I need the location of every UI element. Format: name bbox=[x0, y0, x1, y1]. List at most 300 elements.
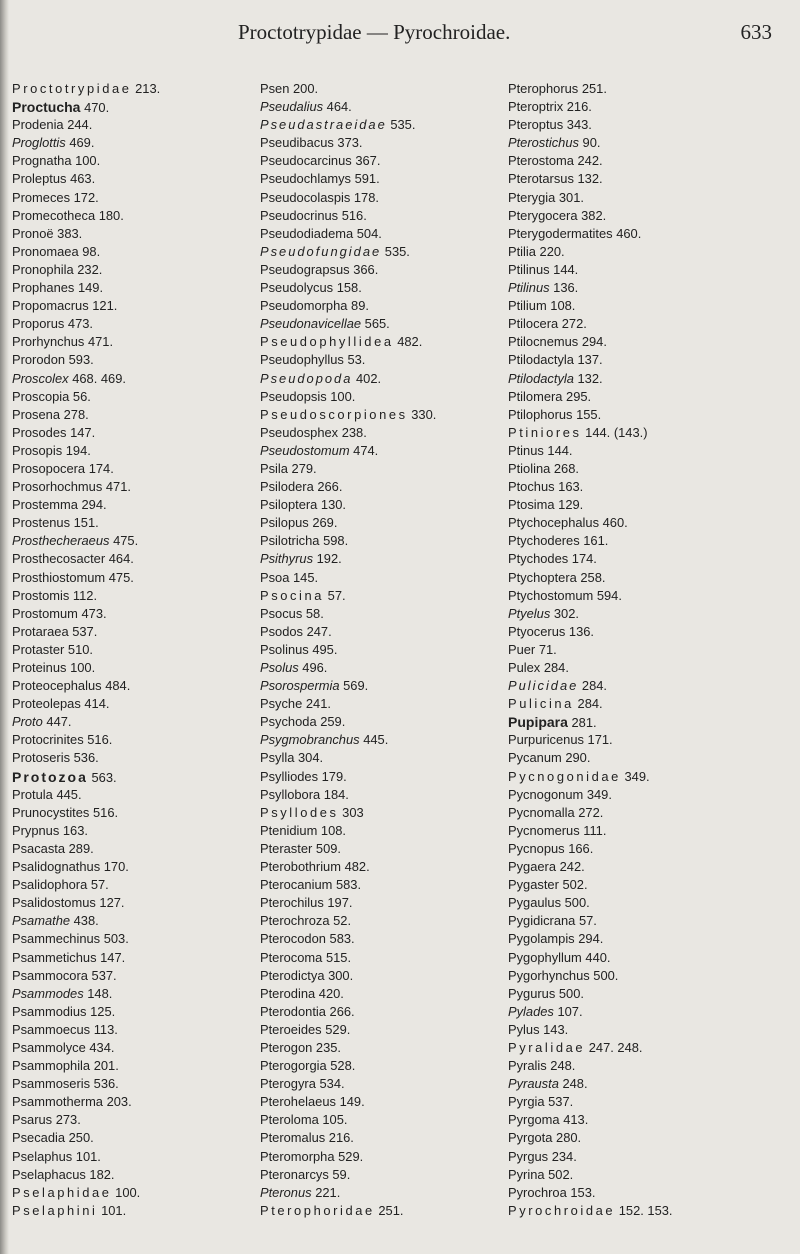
index-entry bbox=[260, 1039, 508, 1057]
index-entry bbox=[508, 388, 787, 406]
index-term: Pseudochlamys bbox=[260, 171, 351, 187]
index-page-ref: 565. bbox=[364, 316, 390, 332]
index-term: Pyrgia bbox=[508, 1094, 545, 1110]
index-page-ref: 473. bbox=[81, 605, 107, 621]
index-entry bbox=[260, 170, 508, 188]
index-page-ref: 178. bbox=[353, 189, 379, 205]
index-page-ref: 203. bbox=[106, 1094, 132, 1110]
index-term: Pteroptus bbox=[508, 117, 564, 133]
index-entry bbox=[12, 152, 260, 170]
index-page-ref: 268. bbox=[553, 460, 579, 476]
index-page-ref: 180. bbox=[98, 207, 124, 223]
index-page-ref: 163. bbox=[558, 479, 584, 495]
index-page-ref: 383. bbox=[57, 225, 83, 241]
index-term: Pterohelaeus bbox=[260, 1094, 336, 1110]
index-page-ref: 101. bbox=[101, 1202, 127, 1218]
index-term: Prorhynchus bbox=[12, 334, 85, 350]
index-entry bbox=[508, 1021, 787, 1039]
index-page-ref: 216. bbox=[566, 99, 592, 115]
index-entry bbox=[260, 370, 508, 388]
index-entry bbox=[260, 315, 508, 333]
index-entry bbox=[508, 731, 787, 749]
index-entry bbox=[12, 659, 260, 677]
index-page-ref: 145. bbox=[292, 569, 319, 585]
index-page-ref: 216. bbox=[328, 1130, 354, 1146]
index-page-ref: 535. bbox=[390, 117, 416, 133]
index-term: Pseudoscorpiones bbox=[260, 406, 408, 422]
index-page-ref: 170. bbox=[103, 859, 129, 875]
index-term: Promecotheca bbox=[12, 207, 96, 223]
index-page-ref: 402. bbox=[356, 370, 382, 386]
index-page-ref: 100. bbox=[75, 153, 101, 169]
index-page-ref: 258. bbox=[580, 569, 606, 585]
index-entry bbox=[508, 1039, 787, 1057]
index-page-ref: 284. bbox=[543, 660, 569, 675]
index-entry bbox=[12, 388, 260, 406]
index-term: Proscopia bbox=[12, 388, 70, 404]
index-page-ref: 413. bbox=[563, 1112, 589, 1128]
index-entry bbox=[508, 116, 787, 134]
index-term: Psyllobora bbox=[260, 786, 321, 802]
index-term: Psammetichus bbox=[12, 949, 97, 965]
index-term: Pseudophyllus bbox=[260, 352, 344, 368]
index-entry bbox=[260, 623, 508, 641]
index-page-ref: 303 bbox=[342, 804, 364, 820]
index-entry bbox=[12, 786, 260, 804]
index-entry bbox=[508, 207, 787, 225]
index-term: Psyllodes bbox=[260, 804, 339, 820]
index-entry bbox=[12, 297, 260, 315]
index-term: Pselaphus bbox=[12, 1148, 73, 1164]
index-page-ref: 112. bbox=[72, 587, 98, 603]
index-page-ref: 101. bbox=[75, 1148, 101, 1164]
index-page-ref: 108. bbox=[550, 298, 576, 314]
index-entry bbox=[12, 333, 260, 351]
index-page-ref: 284. bbox=[577, 696, 603, 712]
index-entry bbox=[12, 1148, 260, 1166]
index-term: Psammechinus bbox=[12, 931, 101, 947]
index-entry bbox=[12, 1075, 260, 1093]
index-term: Proleptus bbox=[12, 171, 67, 187]
index-term: Pterophoridae bbox=[260, 1202, 375, 1218]
index-page-ref: 105. bbox=[322, 1112, 348, 1128]
index-term: Pterophorus bbox=[508, 81, 579, 96]
index-entry bbox=[508, 1166, 787, 1184]
index-entry bbox=[12, 370, 260, 388]
index-page-ref: 166. bbox=[568, 840, 594, 856]
index-entry bbox=[12, 985, 260, 1003]
index-entry bbox=[12, 424, 260, 442]
index-page-ref: 200. bbox=[292, 81, 319, 96]
index-term: Pulicidae bbox=[508, 678, 579, 694]
index-entry bbox=[508, 949, 787, 967]
index-entry bbox=[260, 1148, 508, 1166]
index-term: Pselaphidae bbox=[12, 1184, 112, 1200]
index-term: Proporus bbox=[12, 316, 65, 332]
index-term: Ptiolina bbox=[508, 460, 551, 476]
index-entry bbox=[508, 333, 787, 351]
index-page-ref: 500. bbox=[593, 967, 619, 983]
index-page-ref: 266. bbox=[317, 479, 343, 495]
index-term: Ptyocerus bbox=[508, 623, 566, 639]
index-page-ref: 220. bbox=[539, 243, 565, 259]
index-page-ref: 484. bbox=[105, 678, 131, 694]
index-entry bbox=[508, 967, 787, 985]
index-entry bbox=[508, 514, 787, 532]
index-page-ref: 569. bbox=[343, 678, 369, 694]
index-term: Ptilodactyla bbox=[508, 352, 574, 368]
index-term: Pterodina bbox=[260, 985, 316, 1001]
index-term: Prosthiostomum bbox=[12, 569, 106, 585]
index-term: Psilodera bbox=[260, 479, 314, 495]
index-entry bbox=[260, 876, 508, 894]
index-page-ref: 464. bbox=[326, 99, 352, 115]
index-page-ref: 242. bbox=[559, 859, 585, 875]
page-header bbox=[238, 20, 772, 50]
index-page-ref: 281. bbox=[571, 715, 597, 731]
index-page-ref: 174. bbox=[88, 460, 114, 476]
index-term: Pycnomerus bbox=[508, 822, 580, 838]
index-page-ref: 469. bbox=[69, 135, 95, 151]
index-term: Ptilocnemus bbox=[508, 334, 579, 350]
index-page-ref: 447. bbox=[46, 714, 72, 730]
index-term: Pterogon bbox=[260, 1039, 313, 1055]
index-page-ref: 201. bbox=[93, 1058, 119, 1074]
index-page-ref: 144. bbox=[547, 442, 573, 458]
index-term: Proglottis bbox=[12, 135, 66, 151]
index-entry bbox=[12, 731, 260, 749]
index-page-ref: 330. bbox=[411, 406, 437, 422]
index-term: Prostemma bbox=[12, 497, 78, 513]
index-term: Pseudopoda bbox=[260, 370, 353, 386]
index-page-ref: 583. bbox=[335, 877, 362, 893]
index-term: Pseudopsis bbox=[260, 388, 327, 404]
index-term: Pseudocolaspis bbox=[260, 189, 351, 205]
index-entry bbox=[260, 261, 508, 279]
index-page-ref: 272. bbox=[578, 804, 604, 820]
index-page-ref: 509. bbox=[315, 840, 341, 856]
index-term: Ptychoptera bbox=[508, 569, 577, 585]
index-page-ref: 495. bbox=[312, 641, 338, 657]
index-entry bbox=[12, 550, 260, 568]
index-entry bbox=[12, 768, 260, 786]
index-term: Prostomis bbox=[12, 587, 70, 603]
index-term: Psocus bbox=[260, 605, 303, 621]
index-term: Pterostichus bbox=[508, 135, 579, 151]
index-page-ref: 269. bbox=[312, 515, 338, 531]
index-entry bbox=[12, 605, 260, 623]
index-page-ref: 184. bbox=[323, 786, 349, 802]
index-page-ref: 148. bbox=[87, 985, 113, 1001]
index-term: Pterodictya bbox=[260, 967, 325, 983]
index-page-ref: 529. bbox=[325, 1021, 351, 1037]
index-term: Purpuricenus bbox=[508, 732, 584, 748]
index-page-ref: 473. bbox=[67, 316, 93, 332]
index-page-ref: 113. bbox=[93, 1021, 118, 1037]
index-page-ref: 251. bbox=[581, 81, 607, 96]
index-term: Ptilinus bbox=[508, 280, 550, 296]
index-page-ref: 273. bbox=[55, 1112, 81, 1128]
index-term: Pygophyllum bbox=[508, 949, 582, 965]
index-entry bbox=[12, 351, 260, 369]
index-term: Pyralidae bbox=[508, 1039, 586, 1055]
index-entry bbox=[260, 243, 508, 261]
index-entry bbox=[260, 949, 508, 967]
index-page-ref: 194. bbox=[65, 442, 91, 458]
index-page-ref: 248. bbox=[562, 1076, 588, 1092]
index-entry bbox=[12, 876, 260, 894]
index-term: Pseudophyllidea bbox=[260, 334, 394, 350]
index-term: Pygaera bbox=[508, 859, 557, 875]
index-page-ref: 232. bbox=[77, 261, 103, 277]
index-entry bbox=[260, 677, 508, 695]
index-term: Pygidicrana bbox=[508, 913, 576, 929]
index-entry bbox=[508, 152, 787, 170]
index-page-ref: 516. bbox=[87, 732, 113, 748]
index-term: Pterogyra bbox=[260, 1076, 316, 1092]
index-entry bbox=[260, 749, 508, 767]
index-page-ref: 132. bbox=[577, 171, 603, 187]
index-columns bbox=[12, 80, 787, 1220]
index-page-ref: 100. bbox=[70, 660, 96, 675]
index-term: Psyche bbox=[260, 696, 303, 712]
page-number: 633 bbox=[740, 20, 772, 44]
index-term: Pygorhynchus bbox=[508, 967, 590, 983]
index-entry bbox=[508, 1148, 787, 1166]
index-entry bbox=[508, 351, 787, 369]
index-term: Pseudolycus bbox=[260, 280, 334, 296]
index-page-ref: 366. bbox=[353, 261, 379, 277]
index-term: Pseudomorpha bbox=[260, 298, 348, 314]
index-term: Pterygocera bbox=[508, 207, 578, 223]
index-entry bbox=[260, 460, 508, 478]
index-entry bbox=[260, 569, 508, 587]
index-term: Pteromorpha bbox=[260, 1148, 335, 1164]
index-page-ref: 149. bbox=[339, 1094, 365, 1110]
index-entry bbox=[508, 297, 787, 315]
index-entry bbox=[12, 1166, 260, 1184]
index-term: Pupipara bbox=[508, 714, 568, 731]
index-page-ref: 598. bbox=[323, 533, 349, 549]
index-page-ref: 373. bbox=[337, 135, 363, 151]
index-entry bbox=[12, 858, 260, 876]
index-term: Psen bbox=[260, 81, 290, 96]
index-entry bbox=[508, 1202, 787, 1220]
running-title: Proctotrypidae — Pyrochroidae. bbox=[238, 20, 511, 44]
index-term: Prosena bbox=[12, 406, 61, 422]
index-page-ref: 563. bbox=[91, 769, 117, 785]
index-entry bbox=[508, 1075, 787, 1093]
index-term: Prosopocera bbox=[12, 460, 86, 476]
index-entry bbox=[12, 967, 260, 985]
index-entry bbox=[12, 1003, 260, 1021]
index-entry bbox=[508, 569, 787, 587]
index-term: Prognatha bbox=[12, 153, 72, 169]
index-entry bbox=[508, 134, 787, 152]
index-term: Pterygodermatites bbox=[508, 225, 613, 241]
scan-left-edge-shadow bbox=[0, 0, 9, 1254]
index-page-ref: 594. bbox=[596, 587, 622, 603]
index-term: Psacasta bbox=[12, 840, 66, 856]
index-page-ref: 534. bbox=[319, 1076, 345, 1092]
index-entry bbox=[260, 912, 508, 930]
index-entry bbox=[260, 659, 508, 677]
index-term: Pronophila bbox=[12, 261, 74, 277]
index-page-ref: 136. bbox=[568, 623, 595, 639]
index-term: Prunocystites bbox=[12, 804, 90, 820]
index-page-ref: 272. bbox=[561, 316, 587, 332]
index-term: Protaster bbox=[12, 641, 65, 657]
index-entry bbox=[508, 460, 787, 478]
index-page-ref: 242. bbox=[577, 153, 603, 169]
index-entry bbox=[260, 80, 508, 98]
index-entry bbox=[260, 695, 508, 713]
index-entry bbox=[508, 189, 787, 207]
index-entry bbox=[12, 243, 260, 261]
index-page-ref: 536. bbox=[73, 750, 99, 766]
index-entry bbox=[12, 116, 260, 134]
index-term: Psolinus bbox=[260, 641, 309, 657]
index-entry bbox=[12, 713, 260, 731]
index-page-ref: 213. bbox=[135, 81, 161, 96]
index-column-1 bbox=[12, 80, 260, 1220]
index-page-ref: 132. bbox=[577, 370, 603, 386]
index-term: Pyralis bbox=[508, 1058, 547, 1074]
index-entry bbox=[260, 550, 508, 568]
index-entry bbox=[12, 804, 260, 822]
index-entry bbox=[508, 170, 787, 188]
index-term: Pteroloma bbox=[260, 1112, 319, 1128]
index-entry bbox=[508, 406, 787, 424]
index-entry bbox=[12, 261, 260, 279]
index-page-ref: 248. bbox=[550, 1058, 576, 1074]
index-entry bbox=[508, 1184, 787, 1202]
index-entry bbox=[12, 478, 260, 496]
index-page-ref: 192. bbox=[316, 551, 342, 567]
index-entry bbox=[508, 623, 787, 641]
index-term: Ptosima bbox=[508, 497, 555, 513]
index-entry bbox=[12, 677, 260, 695]
index-page-ref: 445. bbox=[56, 786, 82, 802]
index-entry bbox=[12, 460, 260, 478]
index-entry bbox=[12, 225, 260, 243]
index-entry bbox=[260, 1111, 508, 1129]
index-term: Prostomum bbox=[12, 605, 78, 621]
index-term: Psecadia bbox=[12, 1130, 66, 1146]
index-entry bbox=[12, 1184, 260, 1202]
index-term: Psila bbox=[260, 460, 288, 476]
index-entry bbox=[260, 822, 508, 840]
index-page-ref: 174. bbox=[571, 551, 597, 567]
index-term: Psylla bbox=[260, 750, 295, 766]
index-page-ref: 515. bbox=[325, 949, 352, 965]
index-page-ref: 295. bbox=[566, 388, 592, 404]
index-entry bbox=[508, 279, 787, 297]
index-entry bbox=[260, 731, 508, 749]
index-term: Pycnomalla bbox=[508, 804, 575, 820]
index-entry bbox=[260, 768, 508, 786]
index-term: Promeces bbox=[12, 189, 71, 205]
index-page-ref: 516. bbox=[92, 804, 119, 820]
index-page-ref: 440. bbox=[585, 949, 611, 965]
index-page-ref: 510. bbox=[67, 641, 93, 657]
index-entry bbox=[260, 967, 508, 985]
index-term: Pseudostomum bbox=[260, 442, 350, 458]
index-page-ref: 460. bbox=[616, 225, 642, 241]
index-page-ref: 179. bbox=[321, 768, 347, 784]
index-term: Pteronus bbox=[260, 1184, 312, 1200]
index-entry bbox=[508, 695, 787, 713]
index-term: Ptiniores bbox=[508, 424, 582, 440]
index-term: Ptilinus bbox=[508, 261, 550, 277]
index-entry bbox=[260, 1057, 508, 1075]
index-entry bbox=[508, 930, 787, 948]
index-page-ref: 463. bbox=[70, 171, 96, 187]
index-entry bbox=[260, 388, 508, 406]
index-entry bbox=[12, 894, 260, 912]
index-entry bbox=[12, 840, 260, 858]
index-page-ref: 468. 469. bbox=[72, 370, 126, 386]
index-entry bbox=[508, 442, 787, 460]
index-term: Pterotarsus bbox=[508, 171, 574, 187]
index-entry bbox=[508, 550, 787, 568]
index-entry bbox=[12, 1202, 260, 1220]
index-page-ref: 163. bbox=[62, 822, 88, 838]
index-page-ref: 259. bbox=[320, 714, 346, 730]
index-term: Psammodes bbox=[12, 985, 84, 1001]
index-term: Pseudastraeidae bbox=[260, 117, 387, 133]
index-page-ref: 278. bbox=[63, 406, 89, 422]
index-term: Ptilium bbox=[508, 298, 547, 314]
index-term: Pterodontia bbox=[260, 1003, 326, 1019]
index-page-ref: 502. bbox=[562, 877, 588, 893]
index-term: Pygaulus bbox=[508, 895, 562, 911]
index-entry bbox=[12, 912, 260, 930]
index-term: Protaraea bbox=[12, 623, 69, 639]
index-entry bbox=[508, 1129, 787, 1147]
index-term: Pseudosphex bbox=[260, 424, 339, 440]
index-entry bbox=[508, 587, 787, 605]
index-entry bbox=[508, 641, 787, 659]
index-entry bbox=[508, 1111, 787, 1129]
index-entry bbox=[260, 189, 508, 207]
index-page-ref: 460. bbox=[602, 515, 628, 531]
index-entry bbox=[12, 1111, 260, 1129]
index-page-ref: 474. bbox=[353, 442, 379, 458]
index-term: Psalidognathus bbox=[12, 859, 101, 875]
index-entry bbox=[260, 297, 508, 315]
index-entry bbox=[12, 587, 260, 605]
index-page-ref: 302. bbox=[553, 605, 579, 621]
index-page-ref: 434. bbox=[89, 1039, 115, 1055]
index-page-ref: 58. bbox=[305, 605, 324, 621]
index-term: Pyrgus bbox=[508, 1148, 549, 1164]
index-term: Psammoecus bbox=[12, 1021, 91, 1037]
index-entry bbox=[508, 370, 787, 388]
index-term: Proto bbox=[12, 714, 43, 730]
index-term: Ptilia bbox=[508, 243, 536, 259]
index-term: Pterocanium bbox=[260, 877, 333, 893]
index-entry bbox=[508, 532, 787, 550]
index-entry bbox=[260, 894, 508, 912]
index-page-ref: 197. bbox=[327, 895, 353, 911]
index-entry bbox=[260, 496, 508, 514]
index-page-ref: 155. bbox=[576, 406, 602, 422]
index-term: Pylus bbox=[508, 1021, 540, 1037]
index-term: Ptyelus bbox=[508, 605, 551, 621]
index-term: Pseudograpsus bbox=[260, 261, 350, 277]
index-term: Prosorhochmus bbox=[12, 479, 103, 495]
